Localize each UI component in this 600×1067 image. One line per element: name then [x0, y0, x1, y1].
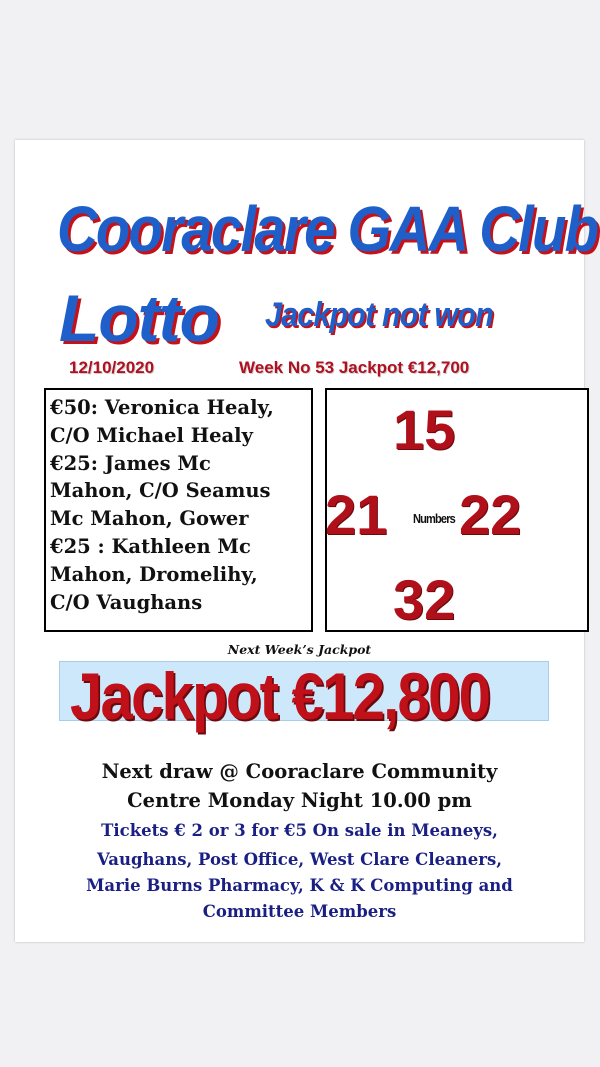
winning-number: 15	[393, 398, 456, 461]
winner-entry: €50: Veronica Healy, C/O Michael Healy	[50, 396, 274, 447]
winning-number: 21	[325, 483, 388, 546]
winning-number: 32	[393, 568, 456, 631]
winners-box	[44, 388, 313, 632]
tickets-line: Marie Burns Pharmacy, K & K Computing and	[86, 876, 513, 895]
lotto-title: Lotto	[59, 281, 219, 355]
jackpot-status: Jackpot not won	[265, 296, 493, 334]
tickets-line: Tickets € 2 or 3 for €5 On sale in Meaneys,	[101, 821, 498, 840]
club-name-title: Cooraclare GAA Club	[57, 193, 598, 265]
next-jackpot-amount: Jackpot €12,800	[70, 659, 490, 733]
tickets-line: Committee Members	[202, 902, 397, 921]
winner-entry: €25: James Mc Mahon, C/O Seamus Mc Mahon, Gower	[50, 451, 271, 531]
venue-line: Next draw @ Cooraclare Community	[101, 760, 498, 783]
venue-line: Centre Monday Night 10.00 pm	[127, 789, 472, 812]
numbers-label: Numbers	[413, 511, 455, 526]
winning-numbers-box	[325, 388, 589, 632]
winner-entry: €25 : Kathleen Mc Mahon, Dromelihy, C/O Vaughans	[50, 534, 258, 614]
winning-number: 22	[459, 483, 522, 546]
lotto-poster	[15, 140, 598, 942]
draw-date: 12/10/2020	[69, 358, 155, 377]
next-week-label: Next Week’s Jackpot	[227, 642, 372, 657]
tickets-line: Vaughans, Post Office, West Clare Cleaners,	[97, 850, 502, 869]
next-jackpot-banner	[59, 659, 549, 733]
week-info: Week No 53 Jackpot €12,700	[239, 358, 470, 377]
